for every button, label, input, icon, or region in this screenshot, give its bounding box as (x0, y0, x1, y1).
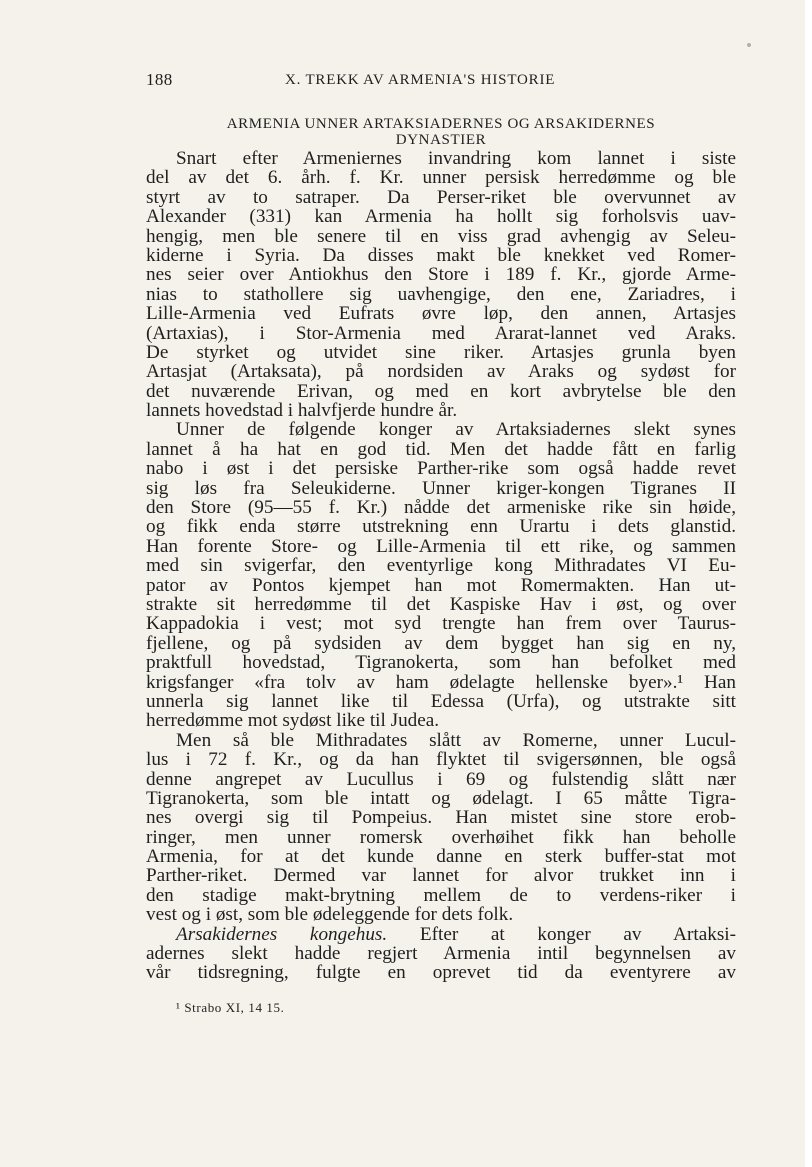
text-line: lannets hovedstad i halvfjerde hundre år. (146, 400, 458, 422)
text-line: Parther-riket. Dermed var lannet for alvor trukket inn i (146, 865, 736, 887)
text-line: det nuværende Erivan, og med en kort avbrytelse ble den (146, 380, 736, 402)
text-line: vest og i øst, som ble ødeleggende for dets folk. (146, 904, 514, 926)
text-line: unnerla sig lannet like til Edessa (Urfa), og utstrakte sitt (146, 690, 736, 712)
text-line: Men så ble Mithradates slått av Romerne, unner Lucul- (176, 729, 736, 751)
text-line: nias to stathollere sig uavhengige, den ene, Zariadres, i (146, 283, 736, 305)
section-title (146, 116, 736, 148)
text-line: De styrket og utvidet sine riker. Artasjes grunla byen (146, 341, 736, 363)
text-line: Artasjat (Artaksata), på nordsiden av Araks og sydøst for (146, 361, 736, 383)
text-line: praktfull hovedstad, Tigranokerta, som han befolket med (146, 652, 736, 674)
running-title: X. TREKK AV ARMENIA'S HISTORIE (285, 72, 556, 88)
text-line: Alexander (331) kan Armenia ha hollt sig forholsvis uav- (146, 206, 736, 228)
text-line: og fikk enda større utstrekning enn Urartu i dets glanstid. (146, 516, 736, 538)
text-line: nes overgi sig til Pompeius. Han mistet sine store erob- (146, 807, 736, 829)
text-line: krigsfanger «fra tolv av ham ødelagte hellenske byer».¹ Han (146, 671, 736, 693)
text-line: Unner de følgende konger av Artaksiadernes slekt synes (176, 419, 736, 441)
section-title-line: ARMENIA UNNER ARTAKSIADERNES OG ARSAKIDERNES (226, 116, 656, 132)
text-line: lannet å ha hat en god tid. Men det hadde fått en farlig (146, 438, 736, 460)
text-line: sig løs fra Seleukiderne. Unner kriger-kongen Tigranes II (146, 477, 736, 499)
text-line: adernes slekt hadde regjert Armenia intil begynnelsen av (146, 943, 736, 965)
footnote: ¹ Strabo XI, 14 15. (176, 1000, 285, 1015)
section-title-line: DYNASTIER (395, 132, 487, 148)
text-line: (Artaxias), i Stor-Armenia med Ararat-lannet ved Araks. (146, 322, 736, 344)
body-text (146, 149, 736, 983)
text-line: Lille-Armenia ved Eufrats øvre løp, den annen, Artasjes (146, 303, 736, 325)
page-number: 188 (146, 70, 173, 89)
text-line: den stadige makt-brytning mellem de to verdens-riker i (146, 884, 736, 906)
text-line: del av det 6. årh. f. Kr. unner persisk herredømme og ble (146, 167, 736, 189)
text-line: Armenia, for at det kunde danne en sterk buffer-stat mot (146, 846, 736, 868)
italic-heading: Arsakidernes kongehus. (176, 923, 388, 945)
text-line: Tigranokerta, som ble intatt og ødelagt. I 65 måtte Tigra- (146, 787, 736, 809)
text-line: Han forente Store- og Lille-Armenia til ett rike, og sammen (146, 535, 736, 557)
text-line: Snart efter Armeniernes invandring kom lannet i siste (176, 148, 736, 169)
text-line: den Store (95—55 f. Kr.) nådde det armeniske rike sin høide, (146, 497, 736, 519)
text-line: ringer, men unner romersk overhøihet fikk han beholle (146, 826, 736, 848)
text-line: Arsakidernes kongehus. Efter at konger av Artaksi- (176, 923, 737, 945)
text-line: lus i 72 f. Kr., og da han flyktet til svigersønnen, ble også (146, 749, 736, 771)
text-line: med sin svigerfar, den eventyrlige kong Mithradates VI Eu- (146, 555, 736, 577)
text-line: nes seier over Antiokhus den Store i 189 f. Kr., gjorde Arme- (146, 264, 736, 286)
text-line: styrt av to satraper. Da Perser-riket ble overvunnet av (146, 186, 736, 208)
text-line: pator av Pontos kjempet han mot Romermakten. Han ut- (146, 574, 736, 596)
text-line: strakte sit herredømme til det Kaspiske Hav i øst, og over (146, 593, 736, 615)
text-line: nabo i øst i det persiske Parther-rike som også hadde revet (146, 458, 736, 480)
text-line: kiderne i Syria. Da disses makt ble knekket ved Romer- (146, 244, 736, 266)
text-line: Kappadokia i vest; mot syd trengte han frem over Taurus- (146, 613, 736, 635)
text-line: hengig, men ble senere til en viss grad avhengig av Seleu- (146, 225, 736, 247)
text-line: herredømme mot sydøst like til Judea. (146, 710, 440, 732)
page-edge (805, 0, 812, 1167)
text-line: denne angrepet av Lucullus i 69 og fulstendig slått nær (146, 768, 736, 790)
paper-speck (747, 43, 751, 47)
text-line: vår tidsregning, fulgte en oprevet tid da eventyrere av (146, 962, 736, 984)
text-line: fjellene, og på sydsiden av dem bygget han sig en ny, (146, 632, 736, 654)
